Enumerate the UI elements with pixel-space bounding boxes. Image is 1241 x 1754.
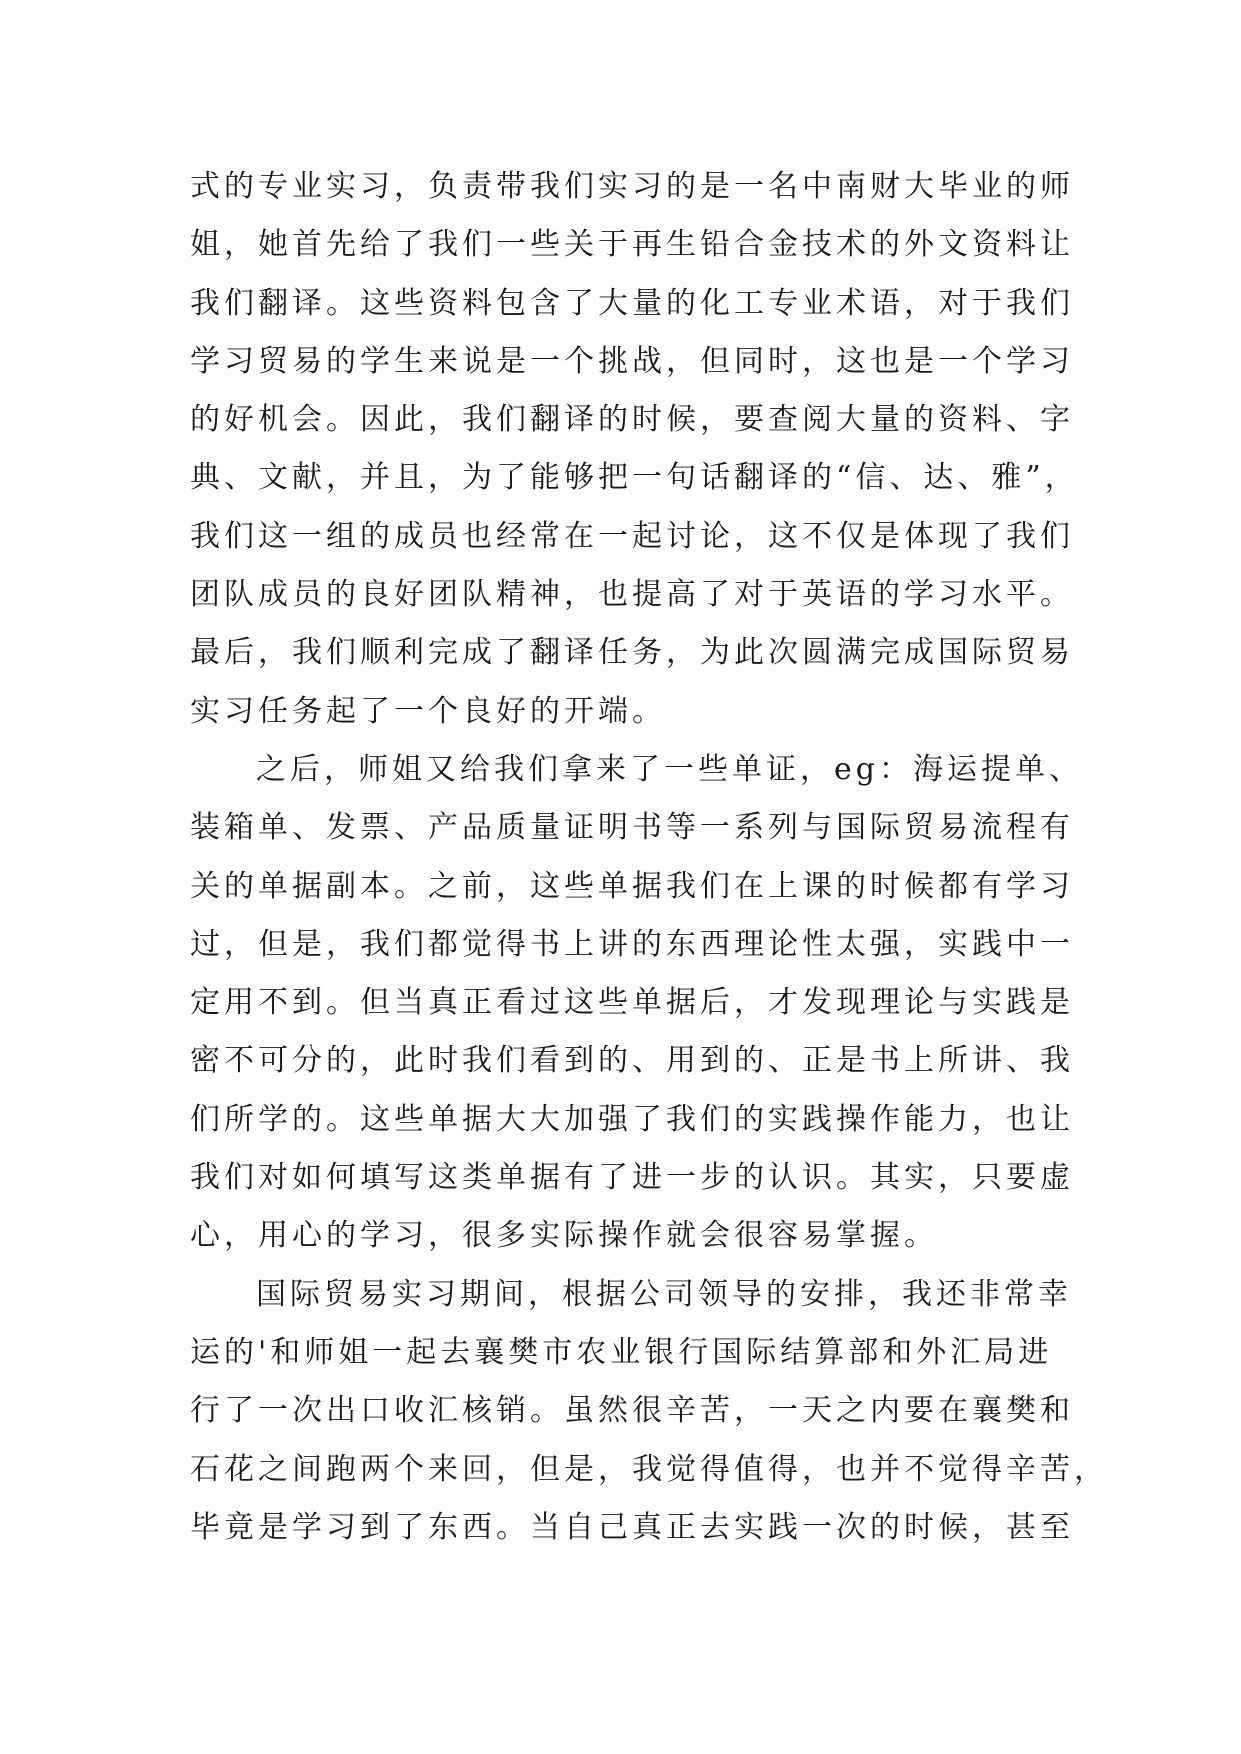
text-line: 团队成员的良好团队精神，也提高了对于英语的学习水平。	[190, 577, 1074, 613]
text-line: 实习任务起了一个良好的开端。	[190, 693, 666, 729]
text-line: 典、文献，并且，为了能够把一句话翻译的“信、达、雅”，	[190, 460, 1079, 496]
text-line: 式的专业实习，负责带我们实习的是一名中南财大毕业的师	[190, 169, 1074, 204]
text-line: 我们对如何填写这类单据有了进一步的认识。其实，只要虚	[190, 1160, 1074, 1196]
text-line: 之后，师姐又给我们拿来了一些单证，eg：海运提单、	[256, 751, 1083, 787]
text-line: 们所学的。这些单据大大加强了我们的实践操作能力，也让	[190, 1101, 1074, 1137]
text-line: 姐，她首先给了我们一些关于再生铅合金技术的外文资料让	[190, 227, 1074, 263]
paragraph-2	[190, 741, 1083, 1266]
text-line: 石花之间跑两个来回，但是，我觉得值得，也并不觉得辛苦，	[190, 1451, 1108, 1487]
paragraph-1	[190, 158, 1079, 741]
text-line: 国际贸易实习期间，根据公司领导的安排，我还非常幸	[256, 1276, 1072, 1312]
text-line: 装箱单、发票、产品质量证明书等一系列与国际贸易流程有	[190, 810, 1074, 846]
text-line: 密不可分的，此时我们看到的、用到的、正是书上所讲、我	[190, 1043, 1074, 1079]
paragraph-3	[190, 1266, 1108, 1557]
document-body	[190, 158, 1108, 1557]
text-line: 行了一次出口收汇核销。虽然很辛苦，一天之内要在襄樊和	[190, 1393, 1074, 1429]
text-line: 毕竟是学习到了东西。当自己真正去实践一次的时候，甚至	[190, 1509, 1074, 1545]
text-line: 关的单据副本。之前，这些单据我们在上课的时候都有学习	[190, 868, 1074, 904]
text-line: 运的'和师姐一起去襄樊市农业银行国际结算部和外汇局进	[190, 1334, 1053, 1370]
text-line: 最后，我们顺利完成了翻译任务，为此次圆满完成国际贸易	[190, 635, 1074, 671]
text-line: 定用不到。但当真正看过这些单据后，才发现理论与实践是	[190, 985, 1074, 1021]
text-line: 我们这一组的成员也经常在一起讨论，这不仅是体现了我们	[190, 518, 1074, 554]
text-line: 我们翻译。这些资料包含了大量的化工专业术语，对于我们	[190, 285, 1074, 321]
text-line: 心，用心的学习，很多实际操作就会很容易掌握。	[190, 1218, 938, 1254]
text-line: 的好机会。因此，我们翻译的时候，要查阅大量的资料、字	[190, 402, 1074, 438]
text-line: 过，但是，我们都觉得书上讲的东西理论性太强，实践中一	[190, 926, 1074, 962]
text-line: 学习贸易的学生来说是一个挑战，但同时，这也是一个学习	[190, 343, 1074, 379]
